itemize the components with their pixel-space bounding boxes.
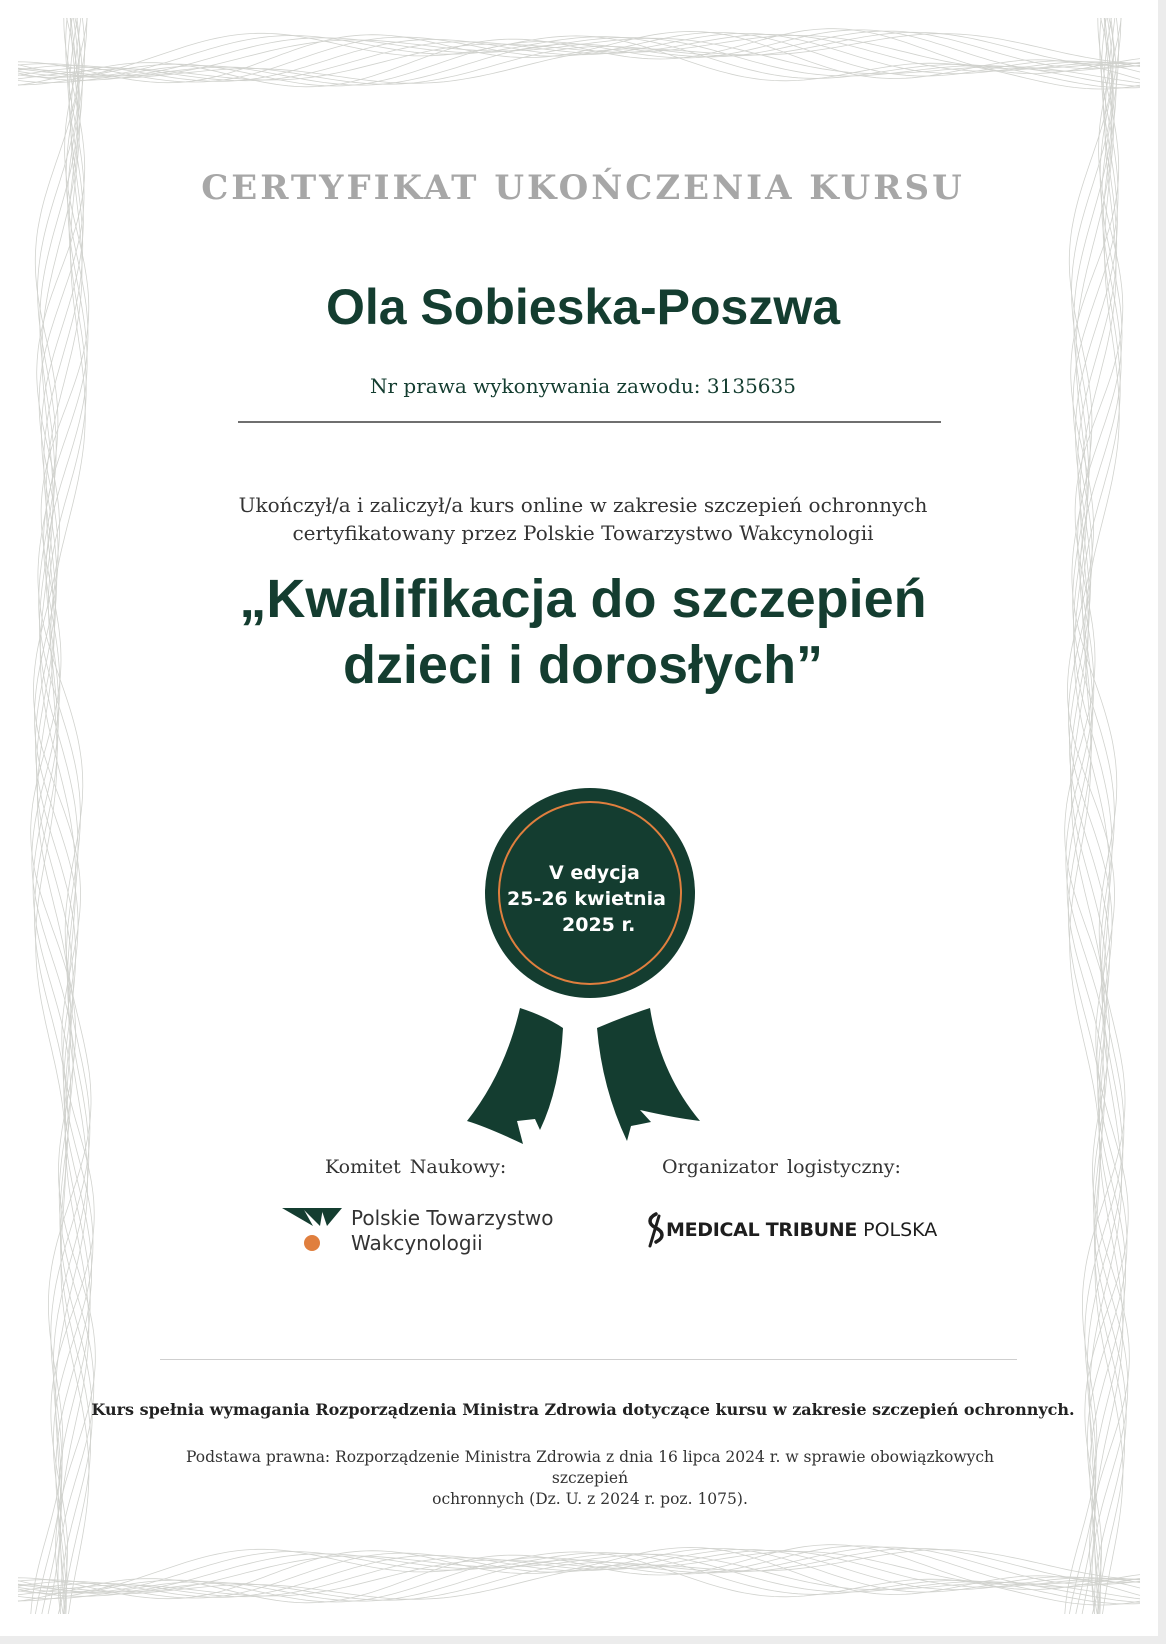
course-title-line-1: „Kwalifikacja do szczepień	[239, 569, 927, 629]
description-line-2: certyfikatowany przez Polskie Towarzystwo Wakcynologii	[292, 521, 874, 545]
license-number: 3135635	[706, 374, 796, 398]
ribbon-left	[467, 1008, 563, 1144]
license-info	[0, 374, 1166, 398]
medical-tribune-name	[666, 1219, 937, 1241]
badge-line-2: 25-26 kwietnia	[507, 888, 666, 910]
ptw-name-line-2: Wakcynologii	[351, 1231, 483, 1255]
medical-tribune-regular: POLSKA	[863, 1219, 938, 1241]
legal-line-2: ochronnych (Dz. U. z 2024 r. poz. 1075).	[432, 1490, 748, 1508]
ribbon-right	[597, 1008, 700, 1141]
course-description	[0, 491, 1166, 547]
divider-top	[238, 421, 941, 423]
logistic-organizer-label: Organizator logistyczny:	[662, 1156, 901, 1178]
ptw-name	[351, 1206, 553, 1256]
ptw-logo-icon	[282, 1205, 352, 1253]
badge-line-1: V edycja	[549, 862, 640, 884]
license-label: Nr prawa wykonywania zawodu:	[370, 374, 701, 398]
scientific-committee-label: Komitet Naukowy:	[325, 1156, 507, 1178]
badge-line-3: 2025 r.	[562, 914, 636, 936]
divider-bottom	[160, 1359, 1017, 1360]
course-title	[0, 566, 1166, 698]
course-title-line-2: dzieci i dorosłych”	[342, 635, 824, 695]
ptw-name-line-1: Polskie Towarzystwo	[351, 1206, 554, 1230]
description-line-1: Ukończył/a i zaliczył/a kurs online w zakresie szczepień ochronnych	[238, 493, 928, 517]
legal-line-1: Podstawa prawna: Rozporządzenie Ministra Zdrowia z dnia 16 lipca 2024 r. w sprawie obowiązkowych szczepień	[185, 1448, 995, 1487]
legal-basis	[150, 1447, 1030, 1510]
requirement-statement: Kurs spełnia wymagania Rozporządzenia Ministra Zdrowia dotyczące kursu w zakresie szczepień ochronnych.	[91, 1400, 1075, 1419]
certificate-title: CERTYFIKAT UKOŃCZENIA KURSU	[201, 168, 965, 208]
rosette-badge	[465, 788, 715, 1148]
medical-tribune-bold: MEDICAL TRIBUNE	[666, 1219, 858, 1241]
recipient-name: Ola Sobieska-Poszwa	[325, 279, 841, 335]
